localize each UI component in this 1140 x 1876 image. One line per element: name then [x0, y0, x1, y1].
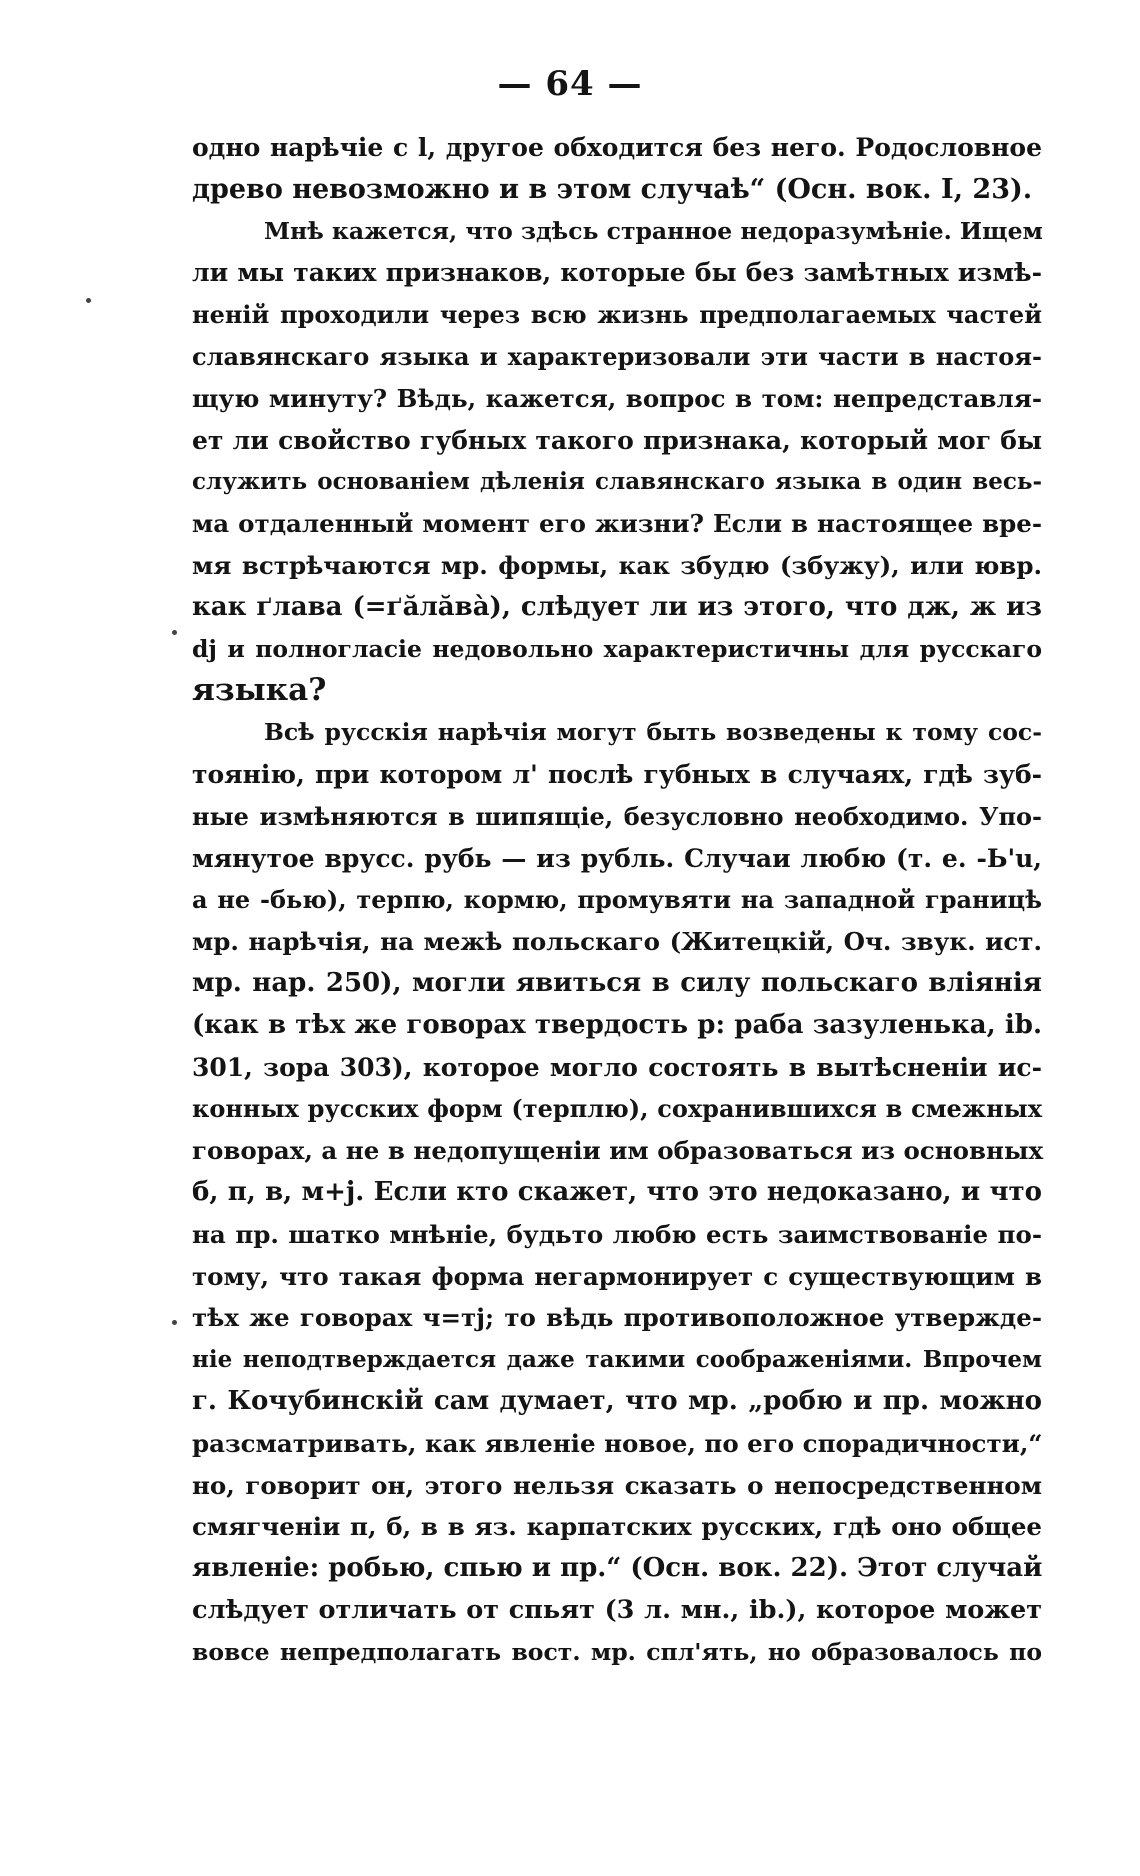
text-line: а не -бью), терпю, кормю, промувяти на западной границѣ [192, 885, 1042, 915]
text-line: Мнѣ кажется, что здѣсь странное недоразумѣніе. Ищем [264, 216, 1043, 245]
text-line: щую минуту? Вѣдь, кажется, вопрос в том: непредставля- [192, 383, 1042, 413]
text-line: славянскаго языка и характеризовали эти части в настоя- [192, 341, 1042, 371]
page-number: — 64 — [497, 64, 643, 104]
text-line: б, п, в, м+j. Если кто скажет, что это недоказано, и что [192, 1176, 1042, 1207]
text-line: мя встрѣчаются мр. формы, как збудю (збужу), или ювр. [192, 550, 1042, 580]
text-line: одно нарѣчіе с l, другое обходится без него. Родословное [192, 133, 1042, 162]
text-line: dj и полногласіе недовольно характеристичны для русскаго [192, 634, 1042, 663]
text-line: явленіе: робью, спью и пр.“ (Осн. вок. 22). Этот случай [192, 1553, 1043, 1584]
text-line: г. Кочубинскій сам думает, что мр. „робю и пр. можно [192, 1385, 1042, 1416]
text-line: Всѣ русскія нарѣчія могут быть возведены к тому сос- [264, 718, 1042, 747]
text-line: ніе неподтверждается даже такими соображеніями. Впрочем [192, 1346, 1042, 1374]
text-line: тоянію, при котором л' послѣ губных в случаях, гдѣ зуб- [192, 759, 1042, 789]
text-line: тѣх же говорах ч=тj; то вѣдь противоположное утвержде- [192, 1303, 1042, 1333]
text-line: говорах, а не в недопущеніи им образоваться из основных [192, 1136, 1044, 1166]
text-line: мр. нарѣчія, на межѣ польскаго (Житецкій, Оч. звук. ист. [192, 927, 1042, 957]
text-line: ет ли свойство губных такого признака, который мог бы [192, 425, 1042, 455]
margin-dot [86, 298, 91, 303]
text-line: древо невозможно и в этом случаѣ“ (Осн. вок. I, 23). [192, 173, 1033, 205]
text-line: разсматривать, как явленіе новое, по его спорадичности,“ [192, 1428, 1043, 1458]
text-line: смягченіи п, б, в в яз. карпатских русских, гдѣ оно общее [192, 1512, 1042, 1542]
text-line: ли мы таких признаков, которые бы без замѣтных измѣ- [192, 258, 1042, 288]
body-text [192, 127, 1042, 1673]
text-line: на пр. шатко мнѣніе, будьто любю есть заимствованіе по- [192, 1219, 1042, 1249]
text-line: вовсе непредполагать вост. мр. спл'ять, но образовалось по [192, 1637, 1042, 1666]
text-line: мянутое врусс. рубь — из рубль. Случаи любю (т. е. -Ь'u, [192, 843, 1042, 873]
text-line: языка? [192, 672, 327, 709]
text-line: конных русских форм (терплю), сохранившихся в смежных [192, 1094, 1042, 1124]
text-line: неній проходили через всю жизнь предполагаемых частей [192, 300, 1042, 330]
text-line: но, говорит он, этого нельзя сказать о непосредственном [192, 1470, 1042, 1500]
text-line: ные измѣняются в шипящіе, безусловно необходимо. Упо- [192, 801, 1042, 831]
text-line: (как в тѣх же говорах твердость р: раба зазуленька, ib. [192, 1009, 1042, 1040]
text-line: слѣдует отличать от спьят (3 л. мн., ib.), которое может [192, 1594, 1042, 1625]
text-line: мр. нар. 250), могли явиться в силу польскаго вліянія [192, 967, 1042, 998]
text-line: ма отдаленный момент его жизни? Если в настоящее вре- [192, 509, 1042, 539]
text-line: служить основаніем дѣленія славянскаго языка в один весь- [192, 468, 1042, 496]
text-line: 301, зора 303), которое могло состоять в вытѣсненіи ис- [192, 1052, 1042, 1082]
text-line: тому, что такая форма негармонирует с существующим в [192, 1261, 1042, 1291]
text-line: как ґлава (=ґӑлӑва̀), слѣдует ли из этого, что дж, ж из [192, 591, 1042, 622]
margin-dot [172, 1320, 177, 1325]
margin-dot [172, 630, 177, 635]
